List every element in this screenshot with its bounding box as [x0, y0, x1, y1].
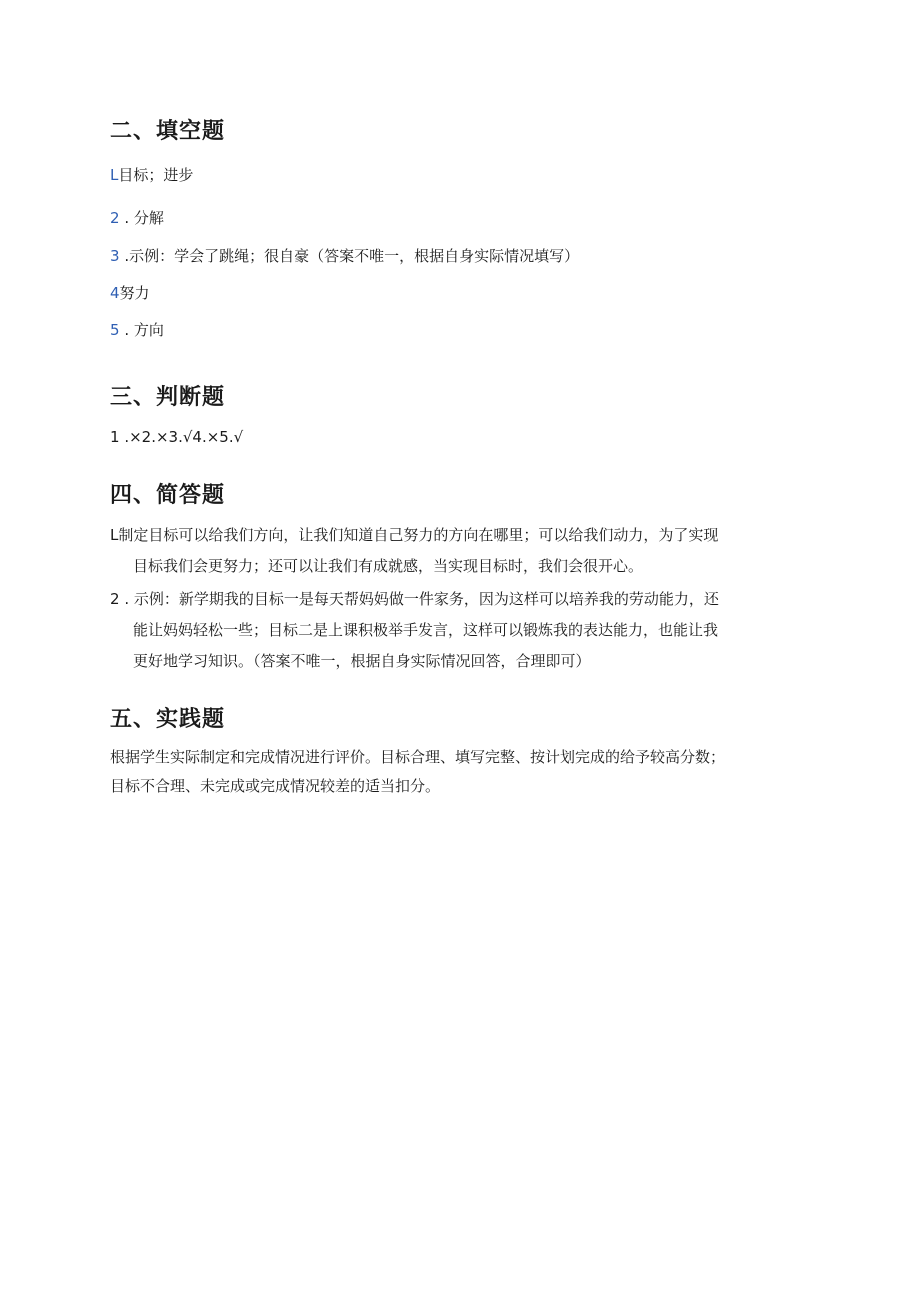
fill-item-4	[110, 283, 150, 303]
item-text: .示例：学会了跳绳；很自豪（答案不唯一，根据自身实际情况填写）	[119, 247, 580, 265]
item-text: . 方向	[119, 321, 164, 339]
item-number: L	[110, 166, 119, 184]
item-text: .×2.×3.√4.×5.√	[119, 428, 244, 446]
item-number: 2	[110, 590, 120, 608]
item-number: 2	[110, 209, 120, 227]
item-number: L	[110, 526, 119, 544]
item-text: 制定目标可以给我们方向，让我们知道自己努力的方向在哪里；可以给我们动力，为了实现	[118, 526, 719, 544]
item-text: 努力	[119, 284, 150, 302]
fill-item-2	[110, 208, 164, 228]
practice-paragraph	[110, 743, 725, 801]
fill-item-3	[110, 246, 579, 266]
item-text: . 分解	[119, 209, 164, 227]
judge-item-1	[110, 427, 243, 447]
item-number: 1	[110, 428, 120, 446]
item-text: 目标；进步	[118, 166, 194, 184]
short-answer-item-2	[110, 584, 719, 677]
item-number: 4	[110, 284, 120, 302]
answer-line: 能让妈妈轻松一些；目标二是上课积极举手发言，这样可以锻炼我的表达能力，也能让我	[133, 621, 719, 639]
item-text: . 示例：新学期我的目标一是每天帮妈妈做一件家务，因为这样可以培养我的劳动能力，还	[119, 590, 719, 608]
answer-line	[110, 520, 718, 551]
fill-item-1	[110, 165, 193, 185]
section-title-short-answer: 四、简答题	[110, 483, 226, 508]
answer-line: 更好地学习知识。（答案不唯一，根据自身实际情况回答，合理即可）	[133, 652, 591, 670]
fill-item-5	[110, 320, 164, 340]
section-title-practice: 五、实践题	[110, 707, 226, 732]
section-title-fill-in: 二、填空题	[110, 119, 226, 144]
paragraph-line: 根据学生实际制定和完成情况进行评价。目标合理、填写完整、按计划完成的给予较高分数；	[110, 748, 726, 766]
short-answer-item-1	[110, 520, 718, 582]
answer-line: 目标我们会更努力；还可以让我们有成就感，当实现目标时，我们会很开心。	[133, 557, 644, 575]
paragraph-line: 目标不合理、未完成或完成情况较差的适当扣分。	[110, 777, 441, 795]
item-number: 3	[110, 247, 120, 265]
item-number: 5	[110, 321, 120, 339]
section-title-true-false: 三、判断题	[110, 385, 226, 410]
answer-line	[110, 584, 719, 615]
